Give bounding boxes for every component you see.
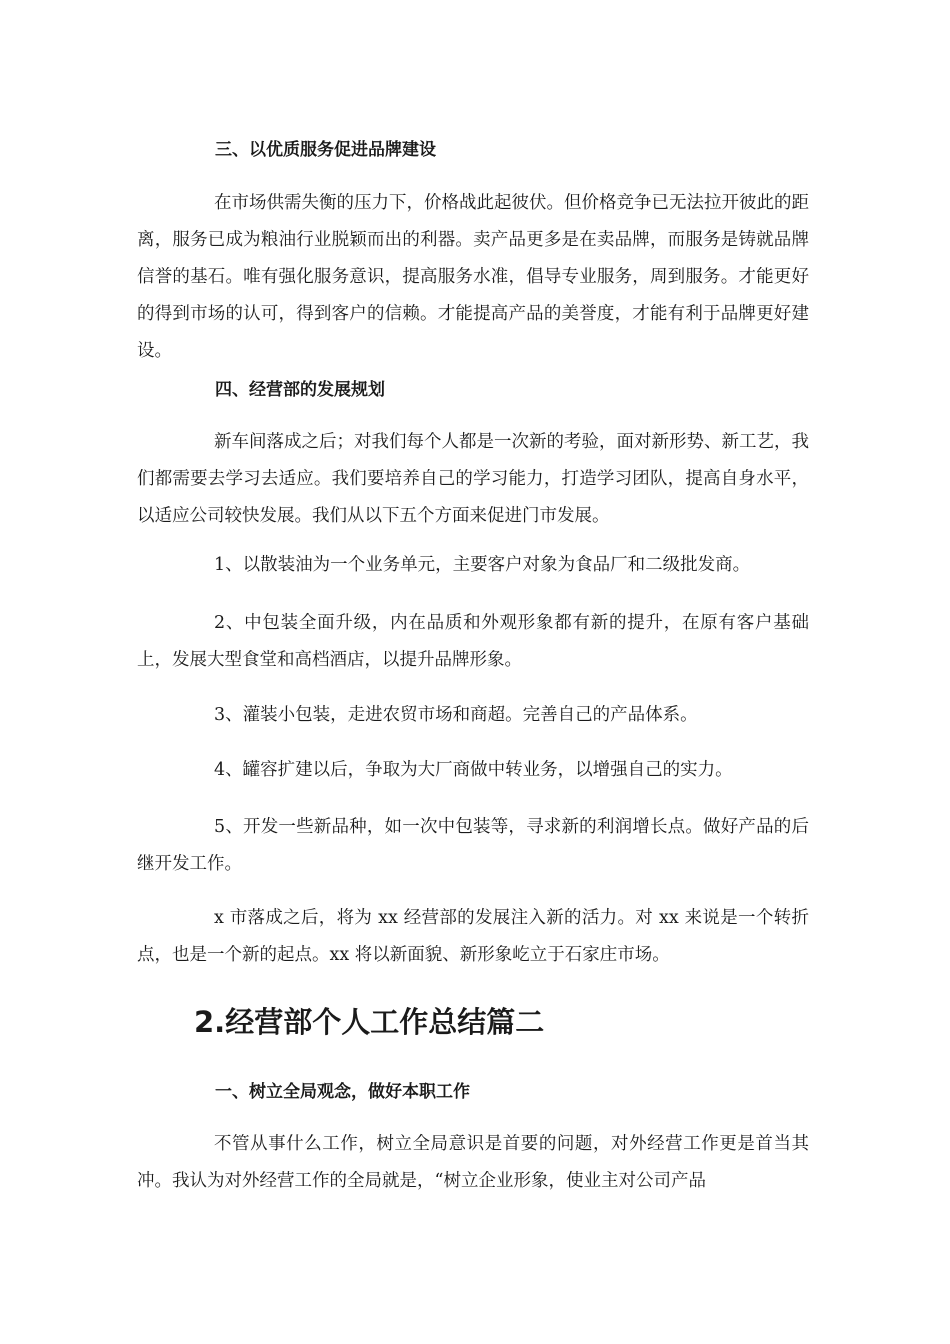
list-item: 2、中包装全面升级，内在品质和外观形象都有新的提升，在原有客户基础上，发展大型食堂和高档酒店，以提升品牌形象。 xyxy=(137,613,809,670)
heading-global-view: 一、树立全局观念，做好本职工作 xyxy=(215,1082,470,1102)
list-item: 1、以散装油为一个业务单元，主要客户对象为食品厂和二级批发商。 xyxy=(214,555,751,575)
heading-service-brand: 三、以优质服务促进品牌建设 xyxy=(215,140,436,160)
list-item: 3、灌装小包装，走进农贸市场和商超。完善自己的产品体系。 xyxy=(214,705,698,725)
list-item: 4、罐容扩建以后，争取为大厂商做中转业务，以增强自己的实力。 xyxy=(214,760,733,780)
paragraph-development: 新车间落成之后；对我们每个人都是一次新的考验，面对新形势、新工艺，我们都需要去学习去适应。我们要培养自己的学习能力，打造学习团队，提高自身水平，以适应公司较快发展。我们从以下五个方面来促进门市发展。 xyxy=(137,432,809,526)
paragraph-service: 在市场供需失衡的压力下，价格战此起彼伏。但价格竞争已无法拉开彼此的距离，服务已成为粮油行业脱颖而出的利器。卖产品更多是在卖品牌，而服务是铸就品牌信誉的基石。唯有强化服务意识，提高服务水准，倡导专业服务，周到服务。才能更好的得到市场的认可，得到客户的信赖。才能提高产品的美誉度，才能有利于品牌更好建设。 xyxy=(137,193,809,361)
paragraph-global-view: 不管从事什么工作，树立全局意识是首要的问题，对外经营工作更是首当其冲。我认为对外经营工作的全局就是，“树立企业形象，使业主对公司产品 xyxy=(137,1134,809,1191)
paragraph-conclusion: x 市落成之后，将为 xx 经营部的发展注入新的活力。对 xx 来说是一个转折点，也是一个新的起点。xx 将以新面貌、新形象屹立于石家庄市场。 xyxy=(137,908,809,965)
list-item: 5、开发一些新品种，如一次中包装等，寻求新的利润增长点。做好产品的后继开发工作。 xyxy=(137,817,809,874)
heading-development-plan: 四、经营部的发展规划 xyxy=(215,380,385,400)
section-title: 2.经营部个人工作总结篇二 xyxy=(194,1005,545,1039)
